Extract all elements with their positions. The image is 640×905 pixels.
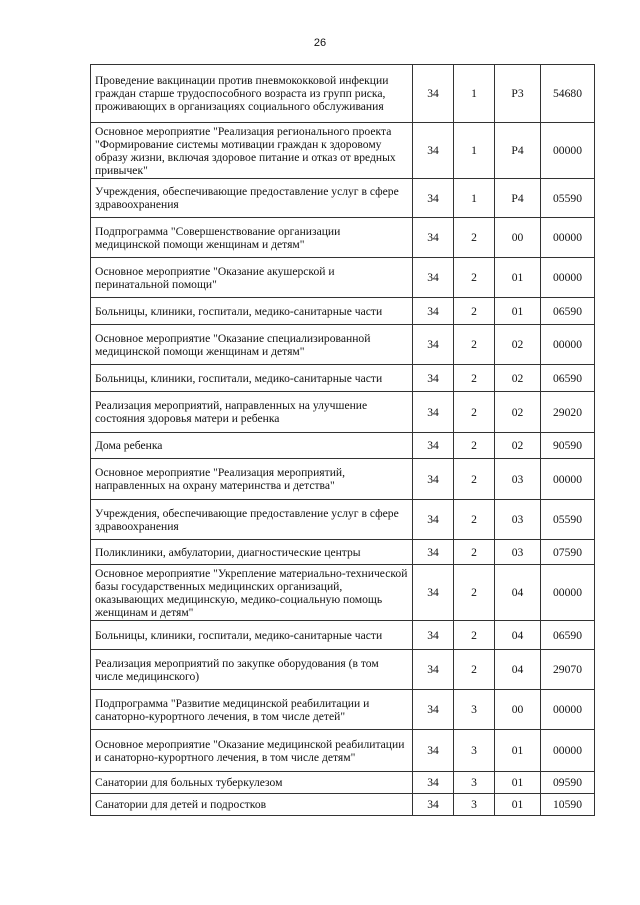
subprogram-code-cell: 2 — [454, 500, 495, 540]
table-row — [91, 65, 595, 123]
row-name-cell: Учреждения, обеспечивающие предоставление услуг в сфере здравоохранения — [91, 179, 413, 218]
table-row — [91, 650, 595, 690]
table-row — [91, 258, 595, 298]
direction-code-cell: 29070 — [541, 650, 595, 690]
direction-code-cell: 00000 — [541, 218, 595, 258]
table-row — [91, 500, 595, 540]
row-name-cell: Реализация мероприятий, направленных на улучшение состояния здоровья матери и ребенка — [91, 392, 413, 433]
subprogram-code-cell: 3 — [454, 730, 495, 772]
page-number: 26 — [313, 37, 327, 49]
row-name-cell: Больницы, клиники, госпитали, медико-санитарные части — [91, 621, 413, 650]
activity-code-cell: 01 — [495, 298, 541, 325]
direction-code-cell: 00000 — [541, 730, 595, 772]
direction-code-cell: 00000 — [541, 690, 595, 730]
table-row — [91, 690, 595, 730]
row-name-cell: Основное мероприятие "Укрепление материально-технической базы государственных медицинских организаций, оказывающих медицинскую, медико-социальную помощь женщинам и детям" — [91, 565, 413, 621]
program-code-cell: 34 — [413, 621, 454, 650]
program-code-cell: 34 — [413, 459, 454, 500]
program-code-cell: 34 — [413, 325, 454, 365]
program-code-cell: 34 — [413, 392, 454, 433]
direction-code-cell: 54680 — [541, 65, 595, 123]
subprogram-code-cell: 2 — [454, 365, 495, 392]
row-name-cell: Основное мероприятие "Оказание медицинской реабилитации и санаторно-курортного лечения, в том числе детям" — [91, 730, 413, 772]
program-code-cell: 34 — [413, 772, 454, 794]
activity-code-cell: 01 — [495, 772, 541, 794]
table-row — [91, 433, 595, 459]
program-code-cell: 34 — [413, 365, 454, 392]
table-row — [91, 298, 595, 325]
subprogram-code-cell: 3 — [454, 794, 495, 816]
activity-code-cell: Р3 — [495, 65, 541, 123]
direction-code-cell: 00000 — [541, 123, 595, 179]
activity-code-cell: 00 — [495, 218, 541, 258]
direction-code-cell: 06590 — [541, 365, 595, 392]
activity-code-cell: 02 — [495, 325, 541, 365]
direction-code-cell: 06590 — [541, 298, 595, 325]
subprogram-code-cell: 2 — [454, 218, 495, 258]
row-name-cell: Основное мероприятие "Оказание акушерской и перинатальной помощи" — [91, 258, 413, 298]
row-name-cell: Подпрограмма "Совершенствование организации медицинской помощи женщинам и детям" — [91, 218, 413, 258]
activity-code-cell: 01 — [495, 730, 541, 772]
subprogram-code-cell: 2 — [454, 258, 495, 298]
activity-code-cell: 03 — [495, 459, 541, 500]
table-row — [91, 459, 595, 500]
direction-code-cell: 00000 — [541, 325, 595, 365]
subprogram-code-cell: 2 — [454, 540, 495, 565]
activity-code-cell: Р4 — [495, 179, 541, 218]
program-code-cell: 34 — [413, 794, 454, 816]
activity-code-cell: 02 — [495, 365, 541, 392]
table-row — [91, 123, 595, 179]
table-row — [91, 794, 595, 816]
subprogram-code-cell: 2 — [454, 325, 495, 365]
row-name-cell: Основное мероприятие "Оказание специализированной медицинской помощи женщинам и детям" — [91, 325, 413, 365]
subprogram-code-cell: 2 — [454, 392, 495, 433]
program-code-cell: 34 — [413, 65, 454, 123]
direction-code-cell: 09590 — [541, 772, 595, 794]
row-name-cell: Основное мероприятие "Реализация регионального проекта "Формирование системы мотивации граждан к здоровому образу жизни, включая здоровое питание и отказ от вредных привычек" — [91, 123, 413, 179]
direction-code-cell: 05590 — [541, 500, 595, 540]
subprogram-code-cell: 2 — [454, 459, 495, 500]
direction-code-cell: 00000 — [541, 565, 595, 621]
activity-code-cell: Р4 — [495, 123, 541, 179]
direction-code-cell: 90590 — [541, 433, 595, 459]
direction-code-cell: 00000 — [541, 459, 595, 500]
program-code-cell: 34 — [413, 123, 454, 179]
program-code-cell: 34 — [413, 650, 454, 690]
subprogram-code-cell: 2 — [454, 298, 495, 325]
direction-code-cell: 06590 — [541, 621, 595, 650]
subprogram-code-cell: 2 — [454, 565, 495, 621]
row-name-cell: Санатории для больных туберкулезом — [91, 772, 413, 794]
row-name-cell: Проведение вакцинации против пневмококковой инфекции граждан старше трудоспособного возраста из групп риска, проживающих в организациях социального обслуживания — [91, 65, 413, 123]
program-code-cell: 34 — [413, 433, 454, 459]
subprogram-code-cell: 3 — [454, 772, 495, 794]
table-row — [91, 772, 595, 794]
table-row — [91, 621, 595, 650]
subprogram-code-cell: 2 — [454, 433, 495, 459]
row-name-cell: Учреждения, обеспечивающие предоставление услуг в сфере здравоохранения — [91, 500, 413, 540]
program-code-cell: 34 — [413, 298, 454, 325]
direction-code-cell: 00000 — [541, 258, 595, 298]
subprogram-code-cell: 3 — [454, 690, 495, 730]
subprogram-code-cell: 1 — [454, 123, 495, 179]
table-row — [91, 325, 595, 365]
direction-code-cell: 05590 — [541, 179, 595, 218]
row-name-cell: Подпрограмма "Развитие медицинской реабилитации и санаторно-курортного лечения, в том числе детей" — [91, 690, 413, 730]
row-name-cell: Основное мероприятие "Реализация мероприятий, направленных на охрану материнства и детства" — [91, 459, 413, 500]
table-body — [91, 65, 595, 816]
table-row — [91, 179, 595, 218]
activity-code-cell: 01 — [495, 258, 541, 298]
direction-code-cell: 10590 — [541, 794, 595, 816]
activity-code-cell: 03 — [495, 500, 541, 540]
program-code-cell: 34 — [413, 540, 454, 565]
program-code-cell: 34 — [413, 500, 454, 540]
subprogram-code-cell: 1 — [454, 179, 495, 218]
subprogram-code-cell: 2 — [454, 621, 495, 650]
program-code-cell: 34 — [413, 218, 454, 258]
table-row — [91, 365, 595, 392]
row-name-cell: Реализация мероприятий по закупке оборудования (в том числе медицинского) — [91, 650, 413, 690]
program-code-cell: 34 — [413, 258, 454, 298]
activity-code-cell: 04 — [495, 650, 541, 690]
table-row — [91, 540, 595, 565]
row-name-cell: Дома ребенка — [91, 433, 413, 459]
row-name-cell: Санатории для детей и подростков — [91, 794, 413, 816]
program-code-cell: 34 — [413, 179, 454, 218]
activity-code-cell: 04 — [495, 565, 541, 621]
activity-code-cell: 00 — [495, 690, 541, 730]
table-row — [91, 218, 595, 258]
direction-code-cell: 07590 — [541, 540, 595, 565]
program-code-cell: 34 — [413, 690, 454, 730]
subprogram-code-cell: 1 — [454, 65, 495, 123]
table-row — [91, 565, 595, 621]
table-row — [91, 392, 595, 433]
row-name-cell: Больницы, клиники, госпитали, медико-санитарные части — [91, 298, 413, 325]
activity-code-cell: 03 — [495, 540, 541, 565]
budget-classification-table — [90, 64, 595, 816]
direction-code-cell: 29020 — [541, 392, 595, 433]
program-code-cell: 34 — [413, 565, 454, 621]
activity-code-cell: 01 — [495, 794, 541, 816]
program-code-cell: 34 — [413, 730, 454, 772]
row-name-cell: Поликлиники, амбулатории, диагностические центры — [91, 540, 413, 565]
activity-code-cell: 02 — [495, 392, 541, 433]
activity-code-cell: 04 — [495, 621, 541, 650]
subprogram-code-cell: 2 — [454, 650, 495, 690]
table-row — [91, 730, 595, 772]
activity-code-cell: 02 — [495, 433, 541, 459]
row-name-cell: Больницы, клиники, госпитали, медико-санитарные части — [91, 365, 413, 392]
